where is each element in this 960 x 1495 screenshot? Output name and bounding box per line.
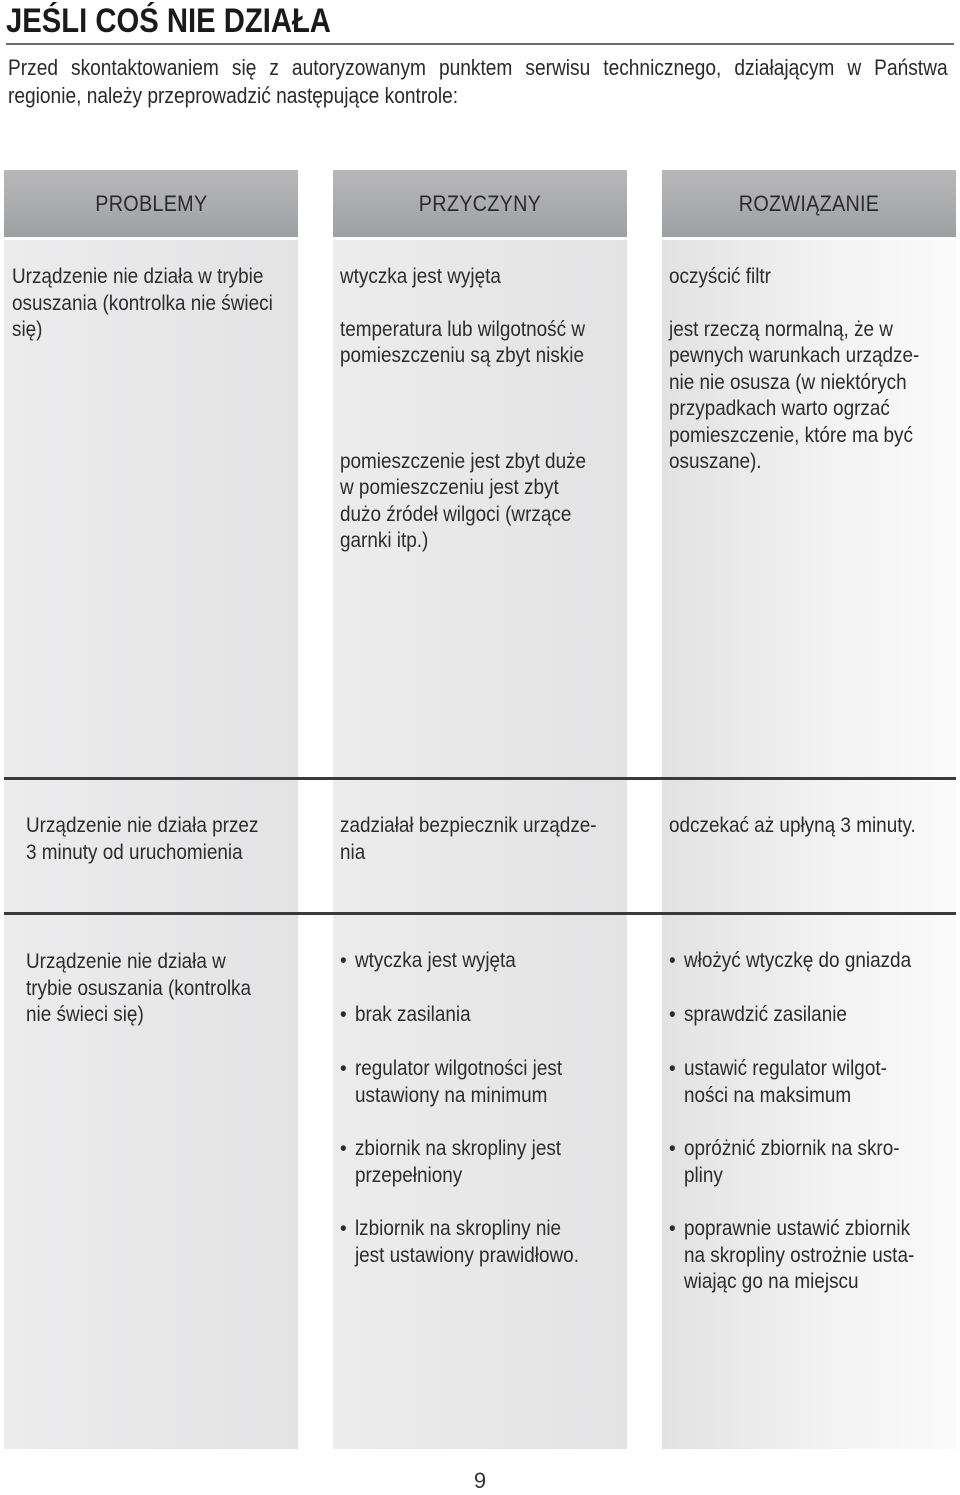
row1-problem: Urządzenie nie działa w trybie osuszania (kontrolka nie świeci się): [12, 264, 273, 341]
page-number: 9: [473, 1468, 487, 1493]
row2-cause: zadziałał bezpiecznik urządze- nia: [340, 813, 597, 864]
row3-solution-item: • poprawnie ustawić zbiornik na skropliny ostrożnie usta- wiając go na miejscu: [669, 1215, 937, 1295]
row1-cause-item: pomieszczenie jest zbyt duże w pomieszczeniu jest zbyt dużo źródeł wilgoci (wrzące garnki itp.): [340, 448, 587, 552]
row2-solution: odczekać aż upłyną 3 minuty.: [669, 813, 916, 837]
row2-problem: Urządzenie nie działa przez 3 minuty od uruchomienia: [26, 813, 259, 864]
row1-cause-item: wtyczka jest wyjęta: [340, 264, 501, 288]
row3-causes: [340, 947, 645, 1268]
row1-solution-item: oczyścić filtr: [669, 264, 771, 288]
row3-solution-item: • ustawić regulator wilgot- ności na maksimum: [669, 1055, 937, 1108]
row3-cause-item: • regulator wilgotności jest ustawiony na minimum: [340, 1055, 608, 1108]
row1-cause-item: temperatura lub wilgotność w pomieszczeniu są zbyt niskie: [340, 316, 586, 367]
row3-cause-item: • wtyczka jest wyjęta: [340, 947, 608, 974]
row1-solutions: [669, 263, 960, 475]
intro-paragraph: Przed skontaktowaniem się z autoryzowanym punktem serwisu technicznego, działającym w Państwa regionie, należy przeprowadzić następujące kontrole:: [8, 55, 948, 108]
row1-causes: [340, 263, 640, 554]
column-header-causes: PRZYCZYNY: [333, 170, 627, 237]
column-header-solutions: ROZWIĄZANIE: [662, 170, 956, 237]
row-separator: [4, 912, 956, 915]
row1-solution-item: jest rzeczą normalną, że w pewnych warunkach urządze- nie nie osusza (w niektórych przypadkach warto ogrzać pomieszczenie, które ma być osuszane).: [669, 316, 920, 473]
row3-cause-item: • zbiornik na skropliny jest przepełniony: [340, 1135, 608, 1188]
page-title: JEŚLI COŚ NIE DZIAŁA: [6, 2, 331, 40]
row3-solution-item: • włożyć wtyczkę do gniazda: [669, 947, 937, 974]
row3-problem: Urządzenie nie działa w trybie osuszania (kontrolka nie świeci się): [26, 949, 252, 1026]
row3-cause-item: • brak zasilania: [340, 1001, 608, 1028]
row3-solution-item: • sprawdzić zasilanie: [669, 1001, 937, 1028]
title-underline: [6, 43, 954, 45]
row-separator: [4, 777, 956, 780]
column-header-problems: PROBLEMY: [4, 170, 298, 237]
row3-solution-item: • opróżnić zbiornik na skro- pliny: [669, 1135, 937, 1188]
row3-cause-item: • lzbiornik na skropliny nie jest ustawiony prawidłowo.: [340, 1215, 608, 1268]
row3-solutions: [669, 947, 960, 1295]
